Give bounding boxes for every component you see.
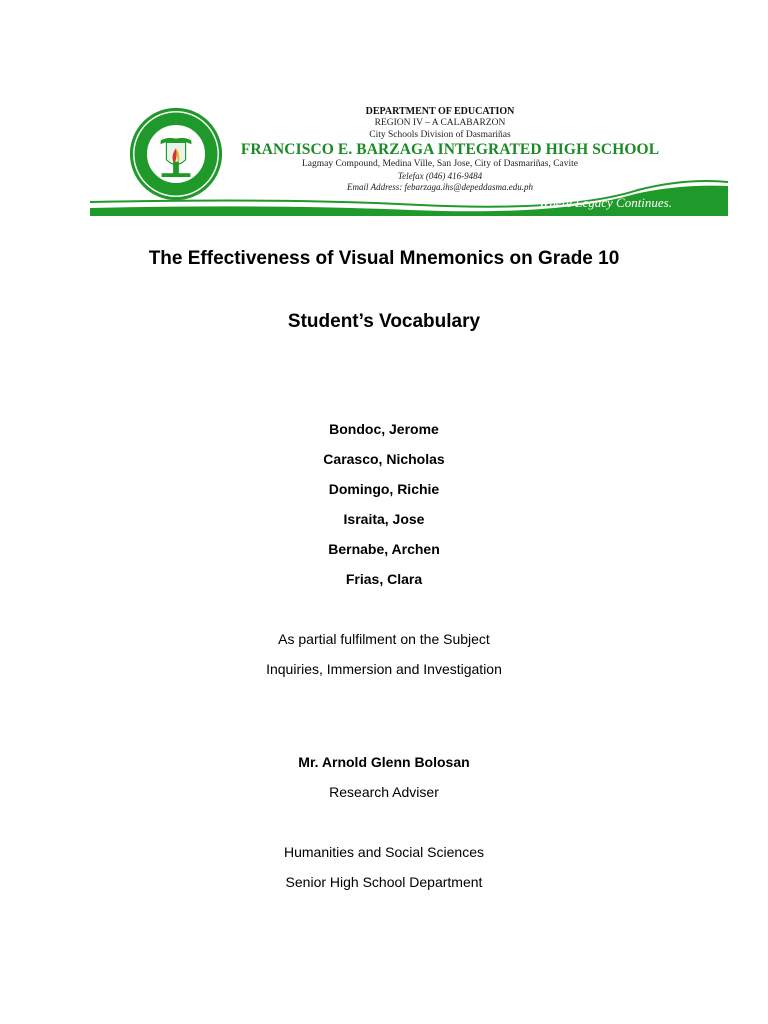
department-name: DEPARTMENT OF EDUCATION	[365, 106, 515, 117]
author-2: Carasco, Nicholas	[323, 451, 445, 467]
division-name: City Schools Division of Dasmariñas	[369, 129, 511, 140]
author-3: Domingo, Richie	[328, 481, 440, 497]
strand: Humanities and Social Sciences	[284, 844, 484, 860]
adviser-role: Research Adviser	[329, 784, 439, 800]
paper-title-line2: Student’s Vocabulary	[287, 311, 481, 332]
author-4: Israita, Jose	[343, 511, 425, 527]
letterhead	[90, 100, 728, 220]
school-motto: Where Legacy Continues.	[538, 195, 672, 210]
paper-title-line1: The Effectiveness of Visual Mnemonics on Grade 10	[148, 248, 620, 269]
adviser-name: Mr. Arnold Glenn Bolosan	[298, 754, 470, 770]
fulfilment-line2: Inquiries, Immersion and Investigation	[266, 661, 502, 677]
department: Senior High School Department	[285, 874, 483, 890]
school-address: Lagmay Compound, Medina Ville, San Jose, City of Dasmariñas, Cavite	[301, 159, 579, 169]
school-name: FRANCISCO E. BARZAGA INTEGRATED HIGH SCHOOL	[240, 141, 660, 158]
school-telefax: Telefax (046) 416-9484	[397, 170, 483, 181]
region-name: REGION IV – A CALABARZON	[374, 118, 506, 128]
author-5: Bernabe, Archen	[328, 541, 440, 557]
author-1: Bondoc, Jerome	[329, 421, 439, 437]
fulfilment-line1: As partial fulfilment on the Subject	[278, 631, 490, 647]
school-email: Email Address: febarzaga.ihs@depeddasma.edu.ph	[346, 182, 534, 192]
author-6: Frias, Clara	[345, 571, 423, 587]
